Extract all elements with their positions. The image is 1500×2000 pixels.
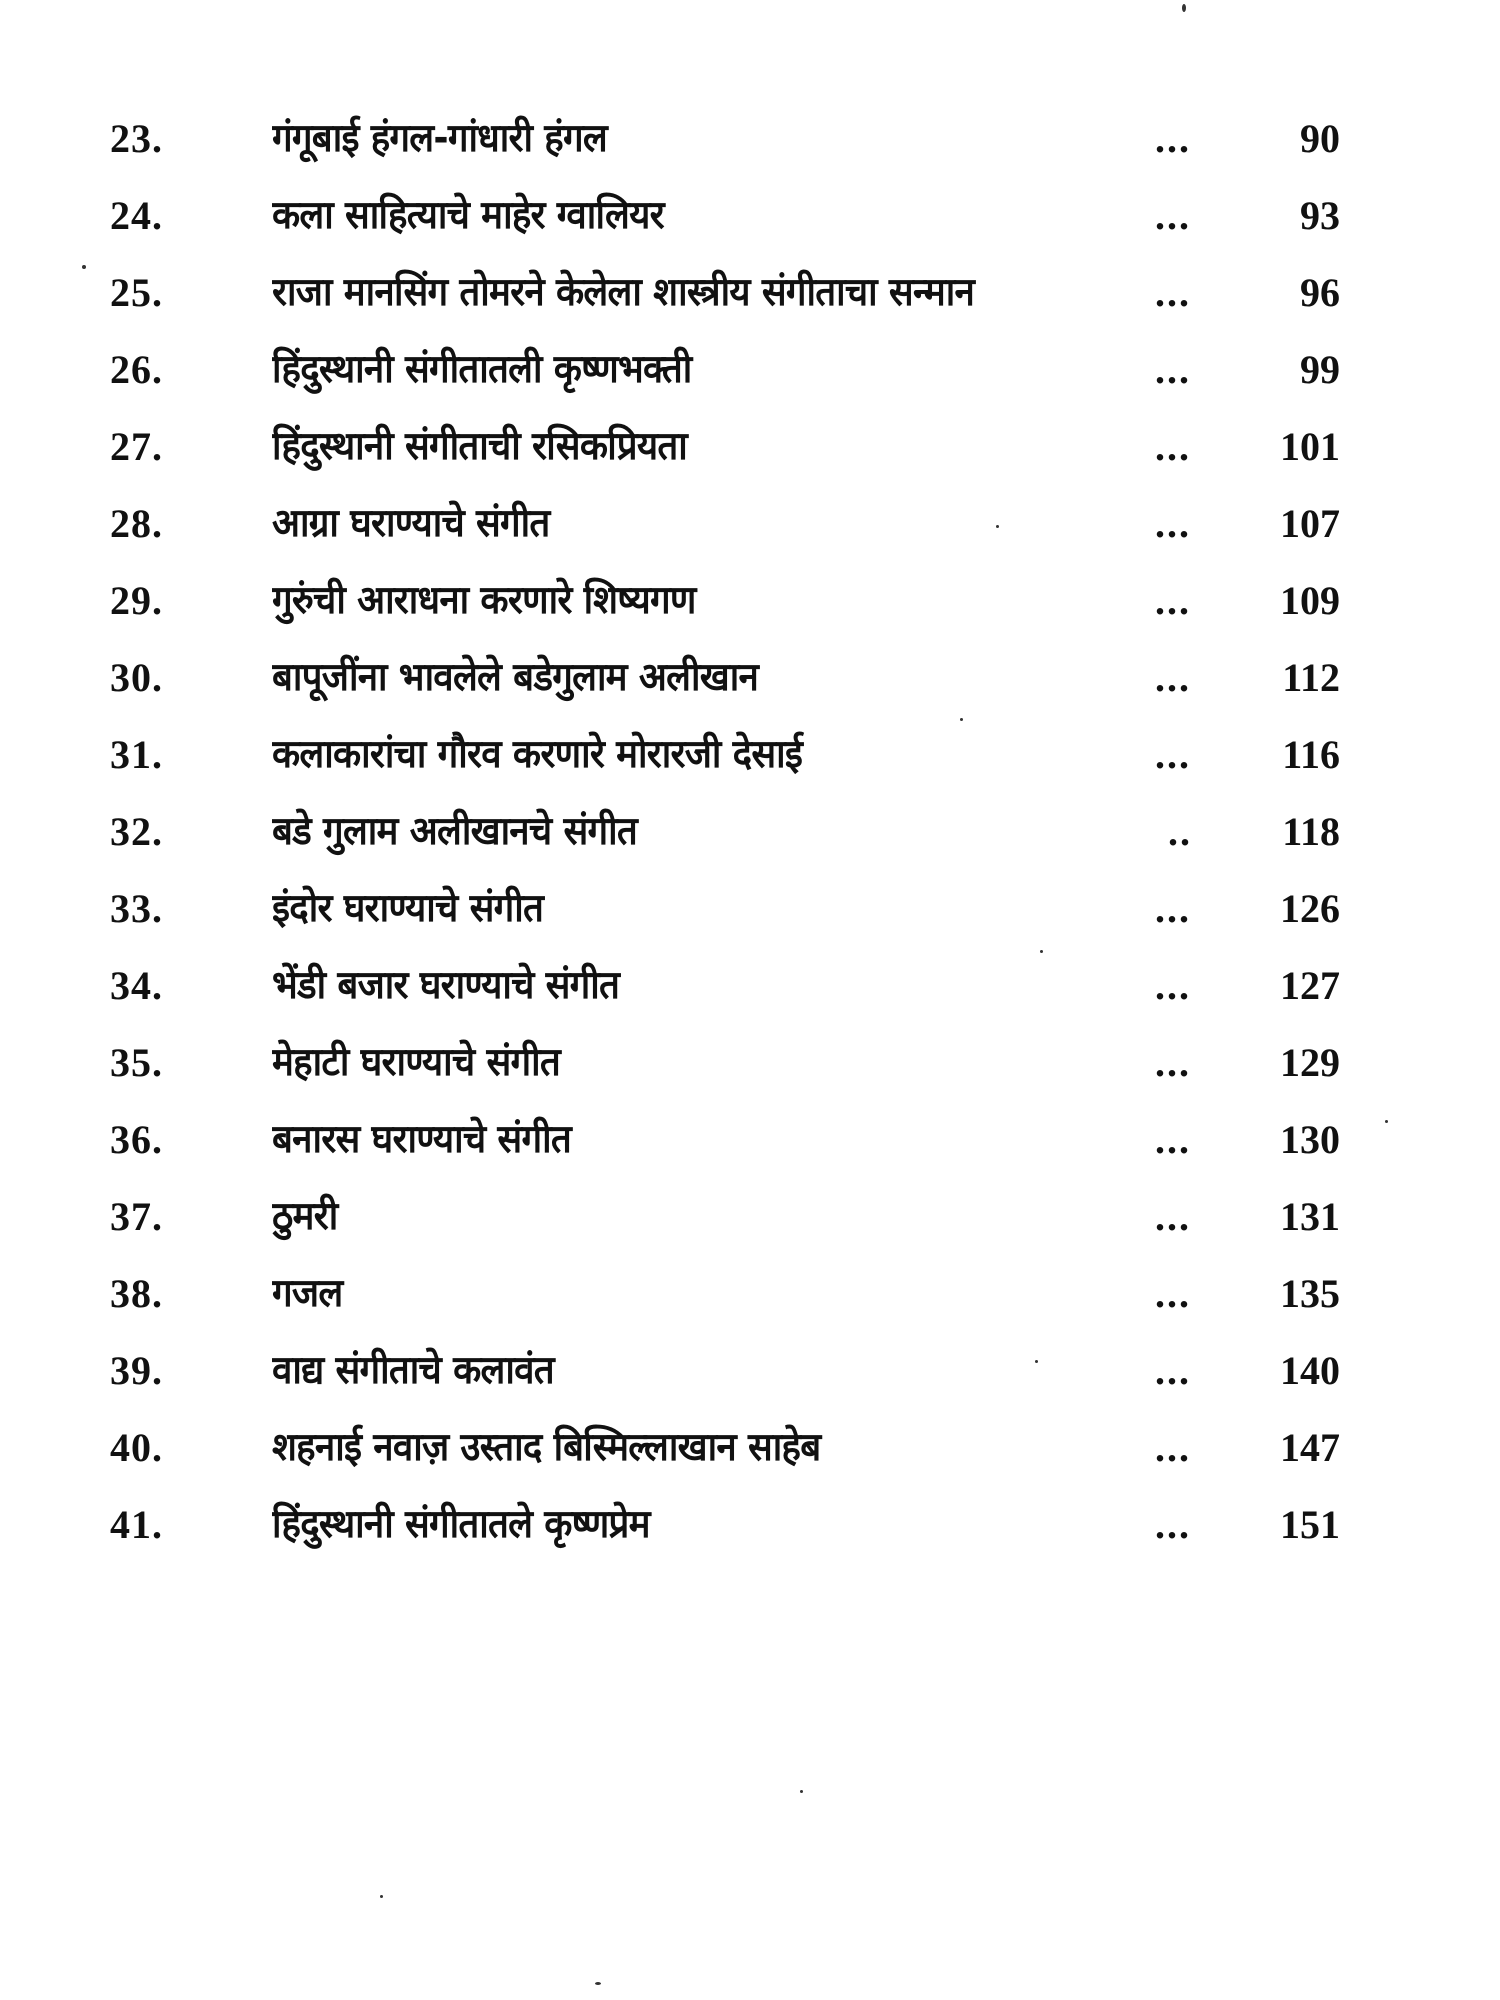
toc-entry bbox=[110, 254, 1340, 331]
entry-page-number: 118 bbox=[1282, 809, 1340, 854]
entry-leader-dots: ... bbox=[1155, 193, 1191, 238]
entry-title: इंदोर घराण्याचे संगीत bbox=[272, 886, 544, 931]
entry-title: वाद्य संगीताचे कलावंत bbox=[272, 1348, 554, 1393]
entry-number: 38. bbox=[110, 1271, 163, 1316]
toc-entry bbox=[110, 1409, 1340, 1486]
entry-leader-dots: .. bbox=[1168, 809, 1192, 854]
entry-number: 26. bbox=[110, 347, 163, 392]
scan-speck bbox=[1385, 1120, 1388, 1123]
entry-page-number: 93 bbox=[1300, 193, 1340, 238]
entry-title: बडे गुलाम अलीखानचे संगीत bbox=[272, 809, 637, 854]
entry-number: 23. bbox=[110, 116, 163, 161]
entry-title: आग्रा घराण्याचे संगीत bbox=[272, 501, 550, 546]
scan-speck bbox=[960, 718, 963, 721]
toc-entry bbox=[110, 1024, 1340, 1101]
entry-number: 25. bbox=[110, 270, 163, 315]
entry-title: हिंदुस्थानी संगीतातले कृष्णप्रेम bbox=[272, 1502, 650, 1547]
entry-number: 28. bbox=[110, 501, 163, 546]
toc-entry bbox=[110, 716, 1340, 793]
entry-page-number: 101 bbox=[1280, 424, 1340, 469]
entry-page-number: 90 bbox=[1300, 116, 1340, 161]
toc-entry bbox=[110, 100, 1340, 177]
entry-number: 39. bbox=[110, 1348, 163, 1393]
toc-entry bbox=[110, 1101, 1340, 1178]
entry-number: 34. bbox=[110, 963, 163, 1008]
entry-title: ठुमरी bbox=[272, 1194, 338, 1239]
entry-page-number: 112 bbox=[1282, 655, 1340, 700]
scan-speck bbox=[595, 1982, 601, 1985]
entry-title: शहनाई नवाज़ उस्ताद बिस्मिल्लाखान साहेब bbox=[272, 1425, 821, 1470]
entry-number: 27. bbox=[110, 424, 163, 469]
entry-title: गुरुंची आराधना करणारे शिष्यगण bbox=[272, 578, 696, 623]
entry-leader-dots: ... bbox=[1155, 347, 1191, 392]
scan-speck bbox=[380, 1895, 383, 1898]
toc-entry bbox=[110, 1486, 1340, 1563]
entry-leader-dots: ... bbox=[1155, 963, 1191, 1008]
entry-leader-dots: ... bbox=[1155, 1502, 1191, 1547]
scan-speck bbox=[82, 265, 86, 269]
entry-number: 29. bbox=[110, 578, 163, 623]
entry-page-number: 107 bbox=[1280, 501, 1340, 546]
entry-leader-dots: ... bbox=[1155, 501, 1191, 546]
toc-entry bbox=[110, 485, 1340, 562]
entry-page-number: 109 bbox=[1280, 578, 1340, 623]
entry-page-number: 151 bbox=[1280, 1502, 1340, 1547]
toc-entry bbox=[110, 1332, 1340, 1409]
entry-title: गंगूबाई हंगल-गांधारी हंगल bbox=[272, 116, 608, 161]
entry-title: बापूजींना भावलेले बडेगुलाम अलीखान bbox=[272, 655, 759, 700]
entry-title: राजा मानसिंग तोमरने केलेला शास्त्रीय संगीताचा सन्मान bbox=[272, 270, 975, 315]
entry-number: 37. bbox=[110, 1194, 163, 1239]
entry-title: कलाकारांचा गौरव करणारे मोरारजी देसाई bbox=[272, 732, 803, 777]
entry-page-number: 131 bbox=[1280, 1194, 1340, 1239]
entry-leader-dots: ... bbox=[1155, 1194, 1191, 1239]
entry-leader-dots: ... bbox=[1155, 1271, 1191, 1316]
entry-page-number: 127 bbox=[1280, 963, 1340, 1008]
entry-title: बनारस घराण्याचे संगीत bbox=[272, 1117, 571, 1162]
entry-leader-dots: ... bbox=[1155, 1425, 1191, 1470]
entry-leader-dots: ... bbox=[1155, 1040, 1191, 1085]
entry-number: 40. bbox=[110, 1425, 163, 1470]
entry-page-number: 129 bbox=[1280, 1040, 1340, 1085]
entry-leader-dots: ... bbox=[1155, 116, 1191, 161]
entry-page-number: 140 bbox=[1280, 1348, 1340, 1393]
table-of-contents bbox=[110, 100, 1340, 1563]
toc-entry bbox=[110, 331, 1340, 408]
entry-page-number: 126 bbox=[1280, 886, 1340, 931]
entry-leader-dots: ... bbox=[1155, 732, 1191, 777]
scan-speck bbox=[1182, 4, 1186, 12]
toc-entry bbox=[110, 1178, 1340, 1255]
toc-entry bbox=[110, 793, 1340, 870]
toc-entry bbox=[110, 408, 1340, 485]
scan-speck bbox=[996, 525, 999, 528]
toc-entry bbox=[110, 1255, 1340, 1332]
entry-number: 30. bbox=[110, 655, 163, 700]
entry-leader-dots: ... bbox=[1155, 1117, 1191, 1162]
entry-title: हिंदुस्थानी संगीताची रसिकप्रियता bbox=[272, 424, 687, 469]
entry-leader-dots: ... bbox=[1155, 655, 1191, 700]
toc-entry bbox=[110, 639, 1340, 716]
entry-leader-dots: ... bbox=[1155, 578, 1191, 623]
entry-title: भेंडी बजार घराण्याचे संगीत bbox=[272, 963, 620, 1008]
toc-entry bbox=[110, 947, 1340, 1024]
entry-number: 35. bbox=[110, 1040, 163, 1085]
entry-leader-dots: ... bbox=[1155, 886, 1191, 931]
entry-number: 31. bbox=[110, 732, 163, 777]
toc-entry bbox=[110, 177, 1340, 254]
scan-speck bbox=[1040, 950, 1043, 953]
entry-leader-dots: ... bbox=[1155, 1348, 1191, 1393]
entry-page-number: 130 bbox=[1280, 1117, 1340, 1162]
entry-page-number: 147 bbox=[1280, 1425, 1340, 1470]
entry-title: मेहाटी घराण्याचे संगीत bbox=[272, 1040, 561, 1085]
entry-title: कला साहित्याचे माहेर ग्वालियर bbox=[272, 193, 664, 238]
entry-page-number: 99 bbox=[1300, 347, 1340, 392]
entry-number: 33. bbox=[110, 886, 163, 931]
scan-speck bbox=[1035, 1360, 1038, 1363]
entry-title: हिंदुस्थानी संगीतातली कृष्णभक्ती bbox=[272, 347, 692, 392]
toc-entry bbox=[110, 562, 1340, 639]
entry-page-number: 96 bbox=[1300, 270, 1340, 315]
scan-speck bbox=[800, 1790, 803, 1793]
entry-leader-dots: ... bbox=[1155, 270, 1191, 315]
entry-page-number: 135 bbox=[1280, 1271, 1340, 1316]
entry-number: 24. bbox=[110, 193, 163, 238]
entry-number: 32. bbox=[110, 809, 163, 854]
entry-number: 36. bbox=[110, 1117, 163, 1162]
entry-number: 41. bbox=[110, 1502, 163, 1547]
entry-leader-dots: ... bbox=[1155, 424, 1191, 469]
toc-entry bbox=[110, 870, 1340, 947]
entry-title: गजल bbox=[272, 1271, 343, 1316]
entry-page-number: 116 bbox=[1282, 732, 1340, 777]
